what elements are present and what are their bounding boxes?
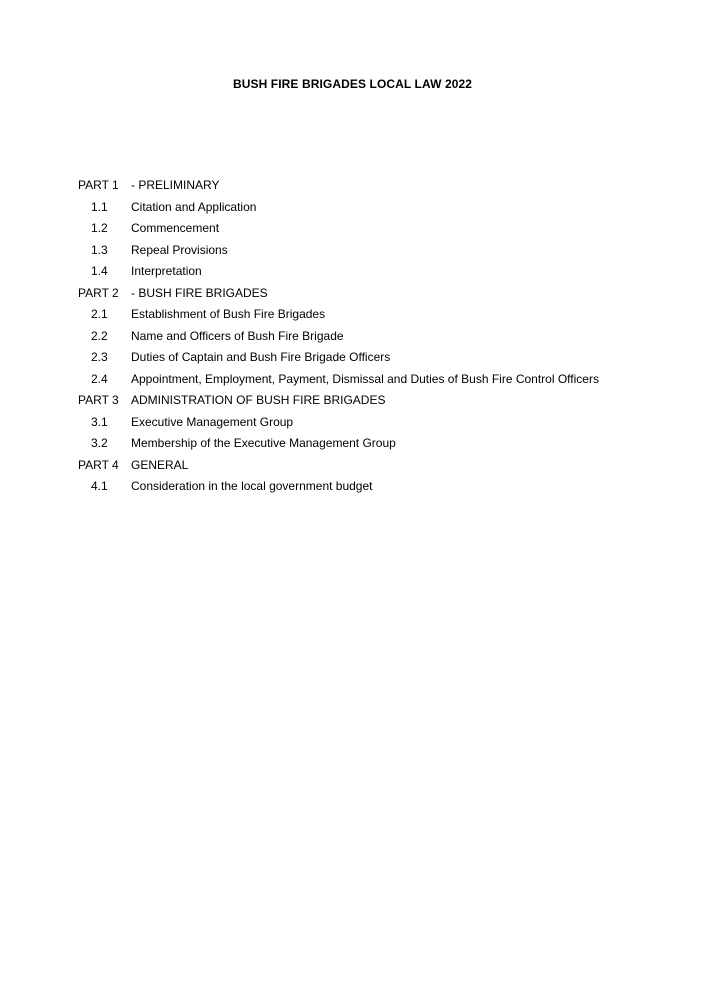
toc-number: 2.2 bbox=[91, 328, 108, 343]
toc-number: PART 3 bbox=[78, 393, 119, 407]
toc-section-1-4 bbox=[78, 261, 678, 283]
toc-number: 2.1 bbox=[91, 307, 108, 321]
toc-section-1-3 bbox=[78, 240, 678, 262]
toc-section-3-1 bbox=[78, 412, 678, 434]
toc-number: 2.4 bbox=[91, 371, 108, 386]
toc-heading: Repeal Provisions bbox=[131, 242, 228, 257]
toc-heading: ADMINISTRATION OF BUSH FIRE BRIGADES bbox=[131, 393, 386, 407]
table-of-contents bbox=[78, 175, 678, 498]
toc-number: 1.4 bbox=[91, 264, 108, 278]
toc-section-2-2 bbox=[78, 326, 678, 348]
toc-heading: Appointment, Employment, Payment, Dismissal and Duties of Bush Fire Control Officers bbox=[131, 371, 599, 386]
toc-heading: Consideration in the local government budget bbox=[131, 479, 373, 493]
toc-heading: Commencement bbox=[131, 221, 220, 235]
toc-number: 1.1 bbox=[91, 199, 108, 214]
toc-heading: - PRELIMINARY bbox=[131, 178, 220, 192]
toc-heading: Membership of the Executive Management Group bbox=[131, 436, 396, 450]
toc-heading: Interpretation bbox=[131, 264, 202, 278]
toc-part-3 bbox=[78, 390, 678, 412]
toc-number: PART 2 bbox=[78, 285, 119, 300]
toc-heading: GENERAL bbox=[131, 457, 189, 472]
toc-heading: Establishment of Bush Fire Brigades bbox=[131, 307, 326, 321]
toc-section-4-1 bbox=[78, 476, 678, 498]
toc-heading: Executive Management Group bbox=[131, 414, 294, 429]
toc-section-2-3 bbox=[78, 347, 678, 369]
toc-section-1-2 bbox=[78, 218, 678, 240]
toc-part-2 bbox=[78, 283, 678, 305]
toc-part-1 bbox=[78, 175, 678, 197]
document-title: BUSH FIRE BRIGADES LOCAL LAW 2022 bbox=[232, 77, 473, 91]
toc-part-4 bbox=[78, 455, 678, 477]
toc-number: 3.1 bbox=[91, 414, 108, 429]
toc-number: PART 4 bbox=[78, 457, 119, 472]
toc-section-3-2 bbox=[78, 433, 678, 455]
toc-number: PART 1 bbox=[78, 178, 119, 192]
toc-number: 1.2 bbox=[91, 221, 108, 235]
toc-number: 2.3 bbox=[91, 350, 108, 364]
toc-number: 4.1 bbox=[91, 479, 108, 493]
toc-heading: Duties of Captain and Bush Fire Brigade Officers bbox=[131, 350, 391, 364]
toc-heading: Name and Officers of Bush Fire Brigade bbox=[131, 328, 344, 343]
toc-heading: - BUSH FIRE BRIGADES bbox=[131, 285, 268, 300]
toc-number: 1.3 bbox=[91, 242, 108, 257]
toc-section-1-1 bbox=[78, 197, 678, 219]
toc-section-2-1 bbox=[78, 304, 678, 326]
toc-number: 3.2 bbox=[91, 436, 108, 450]
toc-section-2-4 bbox=[78, 369, 678, 391]
toc-heading: Citation and Application bbox=[131, 199, 257, 214]
